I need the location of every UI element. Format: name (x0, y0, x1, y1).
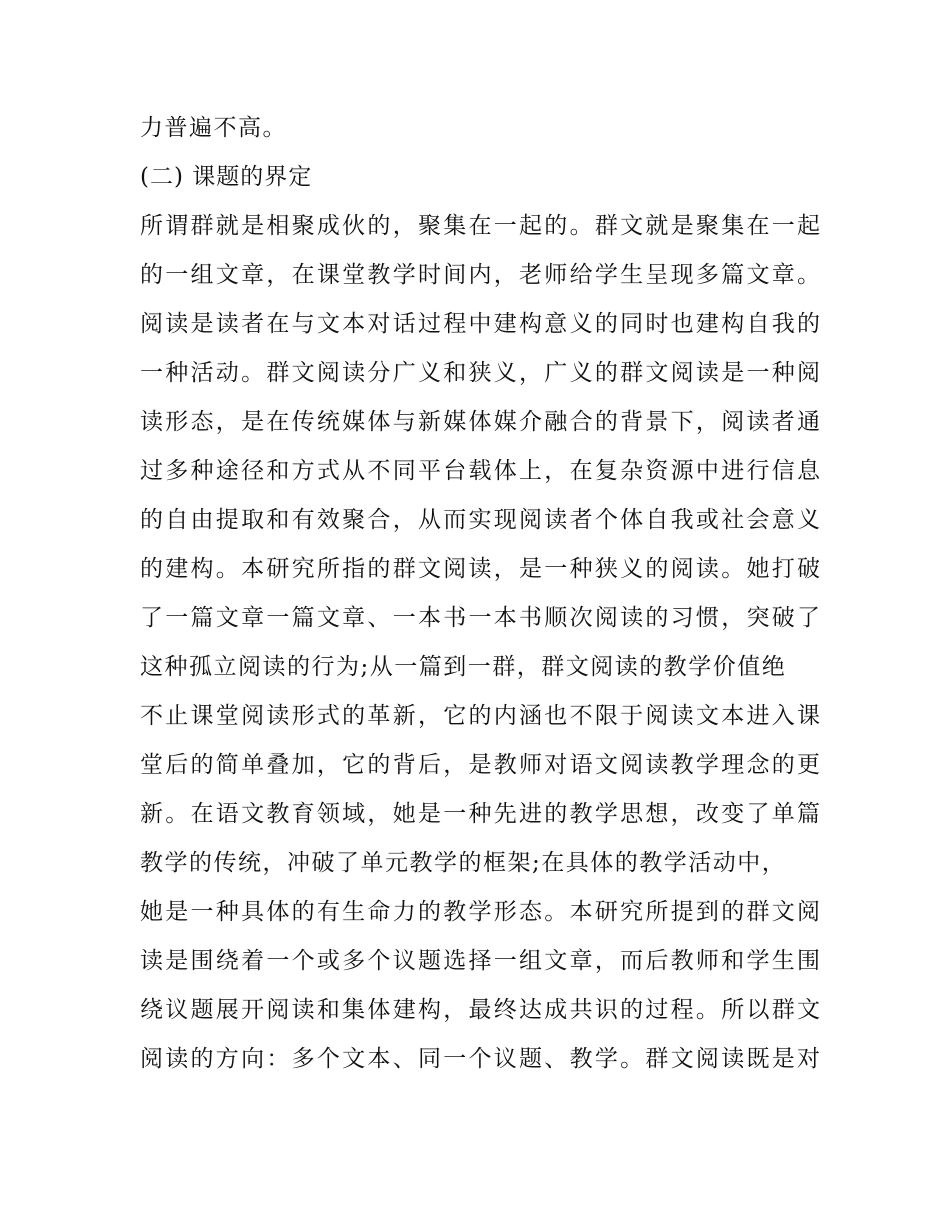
paragraph-line: 绕议题展开阅读和集体建构，最终达成共识的过程。所以群文 (140, 997, 820, 1023)
paragraph-line: 新。在语文教育领域，她是一种先进的教学思想，改变了单篇 (140, 801, 820, 827)
section-heading: (二) 课题的界定 (140, 164, 313, 190)
paragraph-line: 一种活动。群文阅读分广义和狭义，广义的群文阅读是一种阅 (140, 360, 820, 386)
paragraph-line: 读形态，是在传统媒体与新媒体媒介融合的背景下，阅读者通 (140, 409, 820, 435)
paragraph-line: 堂后的简单叠加，它的背后，是教师对语文阅读教学理念的更 (140, 752, 820, 778)
paragraph-line: 阅读的方向：多个文本、同一个议题、教学。群文阅读既是对 (140, 1046, 820, 1072)
paragraph-line: 力普遍不高。 (140, 115, 287, 141)
paragraph-line: 她是一种具体的有生命力的教学形态。本研究所提到的群文阅 (140, 899, 820, 925)
body-text (140, 104, 820, 1084)
paragraph-line: 的自由提取和有效聚合，从而实现阅读者个体自我或社会意义 (140, 507, 820, 533)
paragraph-line: 的建构。本研究所指的群文阅读，是一种狭义的阅读。她打破 (140, 556, 820, 582)
paragraph-line: 了一篇文章一篇文章、一本书一本书顺次阅读的习惯，突破了 (140, 605, 820, 631)
paragraph-line: 读是围绕着一个或多个议题选择一组文章，而后教师和学生围 (140, 948, 820, 974)
paragraph-line: 教学的传统，冲破了单元教学的框架;在具体的教学活动中， (140, 850, 787, 876)
paragraph-line: 阅读是读者在与文本对话过程中建构意义的同时也建构自我的 (140, 311, 820, 337)
paragraph-line: 不止课堂阅读形式的革新，它的内涵也不限于阅读文本进入课 (140, 703, 820, 729)
paragraph-line: 这种孤立阅读的行为;从一篇到一群，群文阅读的教学价值绝 (140, 654, 787, 680)
paragraph-line: 所谓群就是相聚成伙的，聚集在一起的。群文就是聚集在一起 (140, 213, 820, 239)
paragraph-line: 过多种途径和方式从不同平台载体上，在复杂资源中进行信息 (140, 458, 820, 484)
paragraph-line: 的一组文章，在课堂教学时间内，老师给学生呈现多篇文章。 (140, 262, 820, 288)
